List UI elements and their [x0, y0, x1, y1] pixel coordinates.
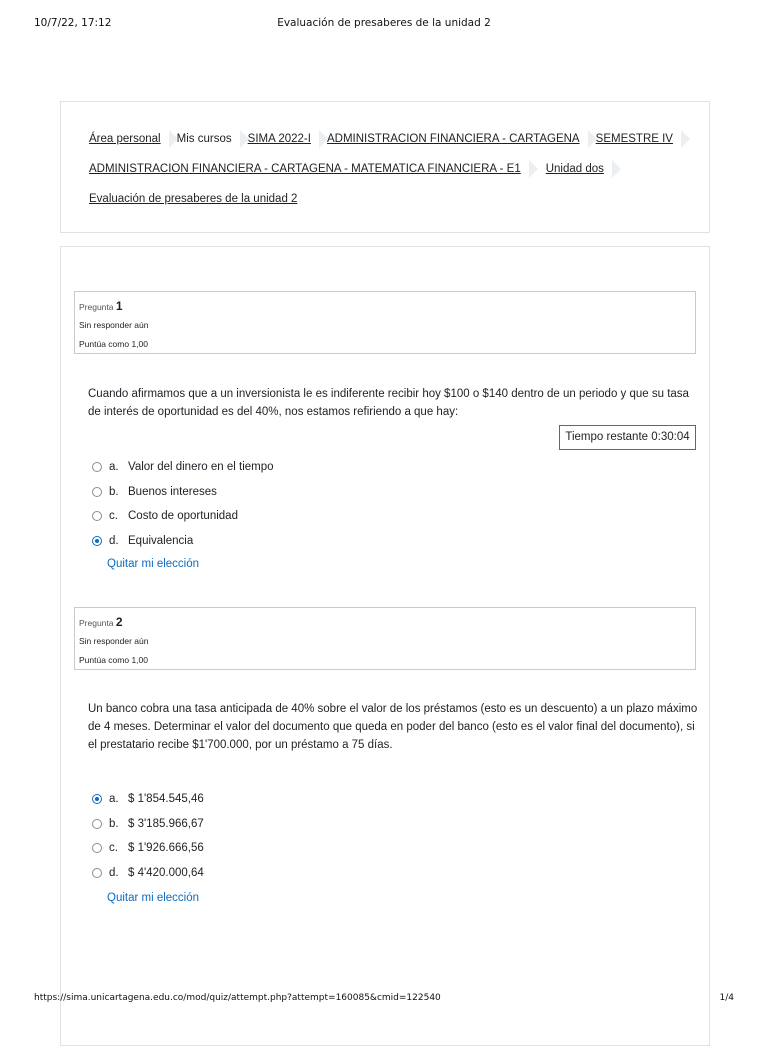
timer-box: Tiempo restante 0:30:04: [559, 425, 696, 450]
breadcrumb-item-semestre[interactable]: SEMESTRE IV: [596, 124, 673, 154]
print-footer: [0, 993, 768, 1009]
answer-option[interactable]: a. Valor del dinero en el tiempo: [92, 455, 274, 480]
radio-button[interactable]: [92, 511, 102, 521]
question-status: Sin responder aún: [79, 632, 691, 651]
breadcrumb-item-admin-financiera[interactable]: ADMINISTRACION FINANCIERA - CARTAGENA: [327, 124, 580, 154]
breadcrumb-separator-icon: [612, 158, 621, 180]
breadcrumb-card: [60, 101, 710, 233]
question-grade: Puntúa como 1,00: [79, 335, 691, 354]
breadcrumb-item-area-personal[interactable]: Área personal: [89, 124, 161, 154]
question-info-1: [74, 291, 696, 354]
answer-option[interactable]: c. Costo de oportunidad: [92, 504, 274, 529]
breadcrumb-item-mis-cursos[interactable]: Mis cursos: [177, 124, 232, 154]
radio-button[interactable]: [92, 843, 102, 853]
answer-option[interactable]: b. Buenos intereses: [92, 480, 274, 505]
breadcrumb-row-3: [89, 184, 689, 214]
breadcrumb-row-2: [89, 154, 689, 184]
question-text-2: Un banco cobra una tasa anticipada de 40% sobre el valor de los préstamos (esto es un descuento) a un plazo máximo de 4 meses. Determinar el valor del documento que queda en poder del banco (esto es el valor final del documento), si el prestatario recibe $1'700.000, por un préstamo a 75 días.: [88, 700, 700, 754]
question-grade: Puntúa como 1,00: [79, 651, 691, 670]
answer-option[interactable]: d. Equivalencia: [92, 529, 274, 554]
breadcrumb-item-course[interactable]: ADMINISTRACION FINANCIERA - CARTAGENA - MATEMATICA FINANCIERA - E1: [89, 154, 521, 184]
answer-list-2: [92, 787, 204, 885]
breadcrumb-item-sima[interactable]: SIMA 2022-I: [248, 124, 311, 154]
clear-choice-link[interactable]: Quitar mi elección: [107, 892, 199, 904]
breadcrumb-item-evaluacion[interactable]: Evaluación de presaberes de la unidad 2: [89, 184, 297, 214]
answer-option[interactable]: b. $ 3'185.966,67: [92, 812, 204, 837]
print-header: [0, 17, 768, 33]
radio-button-checked[interactable]: [92, 536, 102, 546]
radio-button[interactable]: [92, 868, 102, 878]
breadcrumb-item-unidad[interactable]: Unidad dos: [546, 154, 604, 184]
question-info-2: [74, 607, 696, 670]
radio-button[interactable]: [92, 487, 102, 497]
answer-option[interactable]: d. $ 4'420.000,64: [92, 861, 204, 886]
question-number: Pregunta 1: [79, 297, 691, 317]
breadcrumb-row-1: [89, 124, 689, 154]
question-number: Pregunta 2: [79, 613, 691, 633]
answer-option[interactable]: a. $ 1'854.545,46: [92, 787, 204, 812]
print-datetime: 10/7/22, 17:12: [34, 17, 111, 29]
radio-button[interactable]: [92, 819, 102, 829]
answer-option[interactable]: c. $ 1'926.666,56: [92, 836, 204, 861]
clear-choice-link[interactable]: Quitar mi elección: [107, 558, 199, 570]
answer-list-1: [92, 455, 274, 553]
radio-button-checked[interactable]: [92, 794, 102, 804]
radio-button[interactable]: [92, 462, 102, 472]
print-url: https://sima.unicartagena.edu.co/mod/quiz/attempt.php?attempt=160085&cmid=122540: [34, 993, 441, 1003]
breadcrumb: [89, 124, 689, 214]
print-page-number: 1/4: [720, 993, 734, 1003]
question-text-1: Cuando afirmamos que a un inversionista le es indiferente recibir hoy $100 o $140 dentro de un periodo y que su tasa de interés de oportunidad es del 40%, nos estamos refiriendo a que hay:: [88, 385, 700, 421]
breadcrumb-separator-icon: [529, 158, 538, 180]
question-status: Sin responder aún: [79, 316, 691, 335]
print-page-title: Evaluación de presaberes de la unidad 2: [0, 17, 768, 29]
